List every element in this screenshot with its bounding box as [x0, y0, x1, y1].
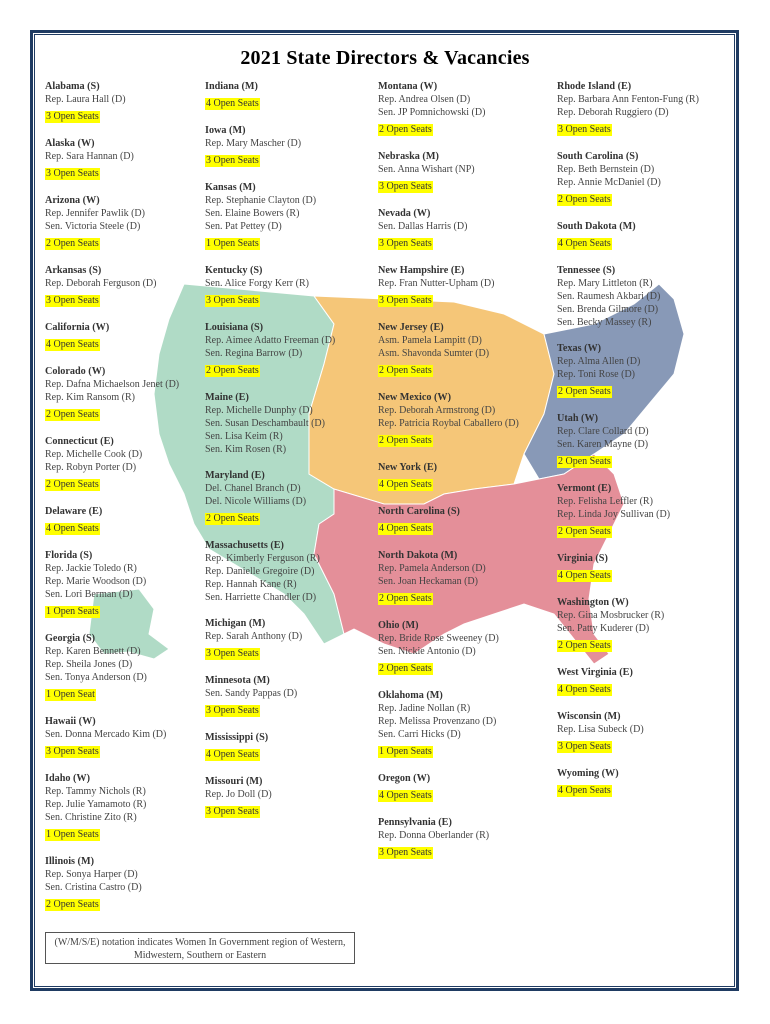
state-entry [45, 264, 205, 308]
state-director: Sen. Tonya Anderson (D) [45, 672, 147, 683]
state-name: Montana (W) [378, 81, 438, 92]
open-seats-badge: 2 Open Seats [558, 456, 611, 467]
state-entry [378, 816, 556, 860]
state-name: Rhode Island (E) [557, 81, 632, 92]
open-seats-badge: 4 Open Seats [206, 98, 259, 109]
state-name: Idaho (W) [45, 773, 91, 784]
state-name: Vermont (E) [557, 483, 612, 494]
state-column-4 [557, 80, 727, 811]
state-director: Asm. Pamela Lampitt (D) [378, 335, 482, 346]
state-entry [205, 674, 375, 718]
state-director: Del. Chanel Branch (D) [205, 483, 301, 494]
open-seats-badge: 3 Open Seats [558, 741, 611, 752]
state-name: Mississippi (S) [205, 732, 269, 743]
state-director: Sen. Carri Hicks (D) [378, 729, 461, 740]
state-director: Rep. Gina Mosbrucker (R) [557, 610, 665, 621]
state-director: Rep. Sheila Jones (D) [45, 659, 133, 670]
open-seats-badge: 4 Open Seats [379, 790, 432, 801]
open-seats-badge: 2 Open Seats [46, 238, 99, 249]
open-seats-badge: 3 Open Seats [46, 111, 99, 122]
state-director: Sen. Elaine Bowers (R) [205, 208, 300, 219]
state-name: New Jersey (E) [378, 322, 444, 333]
state-column-1 [45, 80, 205, 925]
state-entry [45, 632, 205, 702]
state-director: Rep. Jackie Toledo (R) [45, 563, 137, 574]
state-director: Rep. Sarah Anthony (D) [205, 631, 303, 642]
state-name: Kansas (M) [205, 182, 256, 193]
state-name: Michigan (M) [205, 618, 266, 629]
open-seats-badge: 3 Open Seats [46, 746, 99, 757]
state-entry [45, 855, 205, 912]
state-director: Rep. Mary Mascher (D) [205, 138, 302, 149]
state-director: Rep. Bride Rose Sweeney (D) [378, 633, 499, 644]
state-director: Sen. JP Pomnichowski (D) [378, 107, 486, 118]
state-entry [378, 689, 556, 759]
state-director: Rep. Jo Doll (D) [205, 789, 272, 800]
state-entry [378, 391, 556, 448]
state-name: Tennessee (S) [557, 265, 616, 276]
state-name: New Hampshire (E) [378, 265, 465, 276]
state-director: Sen. Karen Mayne (D) [557, 439, 649, 450]
open-seats-badge: 2 Open Seats [558, 640, 611, 651]
state-name: Alabama (S) [45, 81, 100, 92]
state-director: Rep. Kimberly Ferguson (R) [205, 553, 320, 564]
state-name: Oklahoma (M) [378, 690, 443, 701]
state-entry [45, 321, 205, 352]
state-entry [557, 264, 727, 329]
state-entry [557, 596, 727, 653]
state-name: Connecticut (E) [45, 436, 114, 447]
state-director: Rep. Aimee Adatto Freeman (D) [205, 335, 336, 346]
state-director: Rep. Sonya Harper (D) [45, 869, 138, 880]
state-director: Rep. Barbara Ann Fenton-Fung (R) [557, 94, 699, 105]
open-seats-badge: 3 Open Seats [379, 238, 432, 249]
state-name: New York (E) [378, 462, 438, 473]
state-director: Sen. Sandy Pappas (D) [205, 688, 298, 699]
state-director: Sen. Cristina Castro (D) [45, 882, 142, 893]
state-director: Sen. Brenda Gilmore (D) [557, 304, 659, 315]
state-entry [378, 321, 556, 378]
state-director: Rep. Clare Collard (D) [557, 426, 649, 437]
state-entry [378, 505, 556, 536]
state-director: Rep. Robyn Porter (D) [45, 462, 137, 473]
state-director: Rep. Andrea Olsen (D) [378, 94, 471, 105]
state-director: Rep. Fran Nutter-Upham (D) [378, 278, 495, 289]
state-director: Del. Nicole Williams (D) [205, 496, 307, 507]
state-director: Rep. Deborah Armstrong (D) [378, 405, 496, 416]
state-entry [205, 617, 375, 661]
open-seats-badge: 2 Open Seats [558, 386, 611, 397]
state-name: Virginia (S) [557, 553, 608, 564]
state-name: New Mexico (W) [378, 392, 451, 403]
state-director: Rep. Sara Hannan (D) [45, 151, 134, 162]
open-seats-badge: 2 Open Seats [379, 365, 432, 376]
state-name: Minnesota (M) [205, 675, 270, 686]
state-entry [45, 365, 205, 422]
state-name: California (W) [45, 322, 110, 333]
state-director: Sen. Anna Wishart (NP) [378, 164, 475, 175]
state-entry [378, 461, 556, 492]
state-name: Kentucky (S) [205, 265, 263, 276]
open-seats-badge: 4 Open Seats [558, 684, 611, 695]
state-director: Rep. Mary Littleton (R) [557, 278, 653, 289]
state-name: Massachusetts (E) [205, 540, 284, 551]
state-name: Louisiana (S) [205, 322, 264, 333]
state-name: Texas (W) [557, 343, 602, 354]
state-entry [378, 150, 556, 194]
open-seats-badge: 3 Open Seats [46, 168, 99, 179]
open-seats-badge: 2 Open Seats [379, 593, 432, 604]
open-seats-badge: 2 Open Seats [558, 194, 611, 205]
state-director: Sen. Kim Rosen (R) [205, 444, 287, 455]
state-director: Sen. Lisa Keim (R) [205, 431, 283, 442]
state-entry [205, 264, 375, 308]
open-seats-badge: 4 Open Seats [206, 749, 259, 760]
open-seats-badge: 2 Open Seats [206, 365, 259, 376]
state-director: Sen. Raumesh Akbari (D) [557, 291, 661, 302]
state-name: South Dakota (M) [557, 221, 636, 232]
open-seats-badge: 1 Open Seats [206, 238, 259, 249]
open-seats-badge: 1 Open Seats [46, 829, 99, 840]
state-entry [557, 666, 727, 697]
open-seats-badge: 1 Open Seats [46, 606, 99, 617]
state-director: Rep. Julie Yamamoto (R) [45, 799, 147, 810]
state-director: Rep. Danielle Gregoire (D) [205, 566, 315, 577]
state-entry [557, 342, 727, 399]
state-entry [378, 549, 556, 606]
state-director: Rep. Hannah Kane (R) [205, 579, 297, 590]
state-entry [45, 435, 205, 492]
state-director: Rep. Michelle Cook (D) [45, 449, 143, 460]
open-seats-badge: 3 Open Seats [206, 648, 259, 659]
open-seats-badge: 4 Open Seats [558, 238, 611, 249]
state-director: Rep. Beth Bernstein (D) [557, 164, 655, 175]
state-director: Sen. Alice Forgy Kerr (R) [205, 278, 309, 289]
state-name: Nebraska (M) [378, 151, 439, 162]
state-entry [45, 549, 205, 619]
state-director: Rep. Pamela Anderson (D) [378, 563, 486, 574]
state-director: Rep. Deborah Ferguson (D) [45, 278, 157, 289]
state-director: Rep. Lisa Subeck (D) [557, 724, 644, 735]
state-entry [205, 775, 375, 819]
open-seats-badge: 4 Open Seats [379, 479, 432, 490]
state-director: Sen. Joan Heckaman (D) [378, 576, 478, 587]
state-name: Missouri (M) [205, 776, 263, 787]
state-director: Sen. Susan Deschambault (D) [205, 418, 325, 429]
open-seats-badge: 3 Open Seats [46, 295, 99, 306]
page-title: 2021 State Directors & Vacancies [240, 47, 530, 69]
state-director: Sen. Becky Massey (R) [557, 317, 652, 328]
state-entry [205, 469, 375, 526]
region-notation-footnote: (W/M/S/E) notation indicates Women In Government region of Western, Midwestern, Southern or Eastern [45, 932, 355, 964]
state-director: Rep. Dafna Michaelson Jenet (D) [45, 379, 180, 390]
state-director: Rep. Toni Rose (D) [557, 369, 635, 380]
state-name: Nevada (W) [378, 208, 431, 219]
state-director: Rep. Melissa Provenzano (D) [378, 716, 497, 727]
state-entry [557, 412, 727, 469]
open-seats-badge: 3 Open Seats [206, 155, 259, 166]
state-director: Rep. Patricia Roybal Caballero (D) [378, 418, 519, 429]
state-name: Maryland (E) [205, 470, 265, 481]
open-seats-badge: 2 Open Seats [46, 899, 99, 910]
open-seats-badge: 4 Open Seats [558, 785, 611, 796]
state-name: West Virginia (E) [557, 667, 633, 678]
state-entry [557, 767, 727, 798]
state-director: Rep. Laura Hall (D) [45, 94, 126, 105]
open-seats-badge: 4 Open Seats [46, 339, 99, 350]
open-seats-badge: 3 Open Seats [206, 705, 259, 716]
state-entry [205, 80, 375, 111]
state-director: Rep. Kim Ransom (R) [45, 392, 135, 403]
state-entry [557, 150, 727, 207]
state-director: Rep. Karen Bennett (D) [45, 646, 141, 657]
state-entry [205, 181, 375, 251]
open-seats-badge: 3 Open Seats [379, 847, 432, 858]
state-entry [378, 207, 556, 251]
state-director: Rep. Donna Oberlander (R) [378, 830, 490, 841]
open-seats-badge: 2 Open Seats [206, 513, 259, 524]
open-seats-badge: 3 Open Seats [558, 124, 611, 135]
state-entry [45, 194, 205, 251]
state-name: Iowa (M) [205, 125, 246, 136]
open-seats-badge: 2 Open Seats [379, 435, 432, 446]
state-name: Wisconsin (M) [557, 711, 621, 722]
state-name: Hawaii (W) [45, 716, 96, 727]
open-seats-badge: 2 Open Seats [46, 409, 99, 420]
state-entry [205, 731, 375, 762]
open-seats-badge: 2 Open Seats [379, 663, 432, 674]
state-name: Colorado (W) [45, 366, 106, 377]
state-entry [557, 482, 727, 539]
state-director: Sen. Nickie Antonio (D) [378, 646, 476, 657]
state-director: Rep. Jennifer Pawlik (D) [45, 208, 145, 219]
state-director: Rep. Marie Woodson (D) [45, 576, 147, 587]
state-entry [557, 552, 727, 583]
open-seats-badge: 2 Open Seats [46, 479, 99, 490]
state-director: Sen. Pat Pettey (D) [205, 221, 282, 232]
open-seats-badge: 3 Open Seats [206, 295, 259, 306]
state-name: Maine (E) [205, 392, 249, 403]
state-name: Georgia (S) [45, 633, 96, 644]
open-seats-badge: 3 Open Seats [379, 181, 432, 192]
state-director: Sen. Donna Mercado Kim (D) [45, 729, 167, 740]
state-director: Rep. Linda Joy Sullivan (D) [557, 509, 671, 520]
open-seats-badge: 3 Open Seats [206, 806, 259, 817]
state-director: Rep. Annie McDaniel (D) [557, 177, 661, 188]
state-name: Utah (W) [557, 413, 599, 424]
open-seats-badge: 1 Open Seats [379, 746, 432, 757]
state-name: Pennsylvania (E) [378, 817, 452, 828]
state-name: Illinois (M) [45, 856, 94, 867]
state-entry [45, 505, 205, 536]
state-director: Sen. Lori Berman (D) [45, 589, 133, 600]
state-director: Sen. Christine Zito (R) [45, 812, 137, 823]
state-name: Ohio (M) [378, 620, 419, 631]
state-entry [45, 137, 205, 181]
state-name: Washington (W) [557, 597, 629, 608]
state-director: Asm. Shavonda Sumter (D) [378, 348, 490, 359]
state-column-2 [205, 80, 375, 832]
state-entry [205, 124, 375, 168]
state-director: Sen. Harriette Chandler (D) [205, 592, 317, 603]
state-entry [205, 321, 375, 378]
state-entry [557, 80, 727, 137]
state-name: North Carolina (S) [378, 506, 460, 517]
state-name: Alaska (W) [45, 138, 95, 149]
state-name: North Dakota (M) [378, 550, 458, 561]
state-director: Rep. Tammy Nichols (R) [45, 786, 146, 797]
state-entry [205, 391, 375, 456]
state-entry [557, 710, 727, 754]
state-director: Sen. Dallas Harris (D) [378, 221, 468, 232]
state-director: Sen. Patty Kuderer (D) [557, 623, 650, 634]
state-name: South Carolina (S) [557, 151, 639, 162]
open-seats-badge: 1 Open Seat [46, 689, 95, 700]
state-director: Rep. Michelle Dunphy (D) [205, 405, 313, 416]
state-director: Rep. Felisha Leffler (R) [557, 496, 653, 507]
state-name: Florida (S) [45, 550, 93, 561]
state-director: Rep. Stephanie Clayton (D) [205, 195, 317, 206]
state-entry [378, 264, 556, 308]
state-entry [45, 715, 205, 759]
state-entry [45, 80, 205, 124]
state-name: Oregon (W) [378, 773, 431, 784]
state-entry [378, 80, 556, 137]
state-entry [378, 619, 556, 676]
state-name: Arizona (W) [45, 195, 100, 206]
state-director: Rep. Jadine Nollan (R) [378, 703, 471, 714]
state-entry [378, 772, 556, 803]
open-seats-badge: 2 Open Seats [379, 124, 432, 135]
open-seats-badge: 4 Open Seats [379, 523, 432, 534]
state-entry [557, 220, 727, 251]
state-name: Wyoming (W) [557, 768, 619, 779]
state-director: Rep. Deborah Ruggiero (D) [557, 107, 669, 118]
state-director: Sen. Victoria Steele (D) [45, 221, 141, 232]
open-seats-badge: 2 Open Seats [558, 526, 611, 537]
open-seats-badge: 4 Open Seats [558, 570, 611, 581]
state-director: Rep. Alma Allen (D) [557, 356, 641, 367]
open-seats-badge: 3 Open Seats [379, 295, 432, 306]
state-column-3 [378, 80, 556, 873]
state-entry [45, 772, 205, 842]
state-director: Sen. Regina Barrow (D) [205, 348, 303, 359]
state-entry [205, 539, 375, 604]
state-name: Arkansas (S) [45, 265, 102, 276]
state-name: Indiana (M) [205, 81, 258, 92]
state-name: Delaware (E) [45, 506, 103, 517]
open-seats-badge: 4 Open Seats [46, 523, 99, 534]
